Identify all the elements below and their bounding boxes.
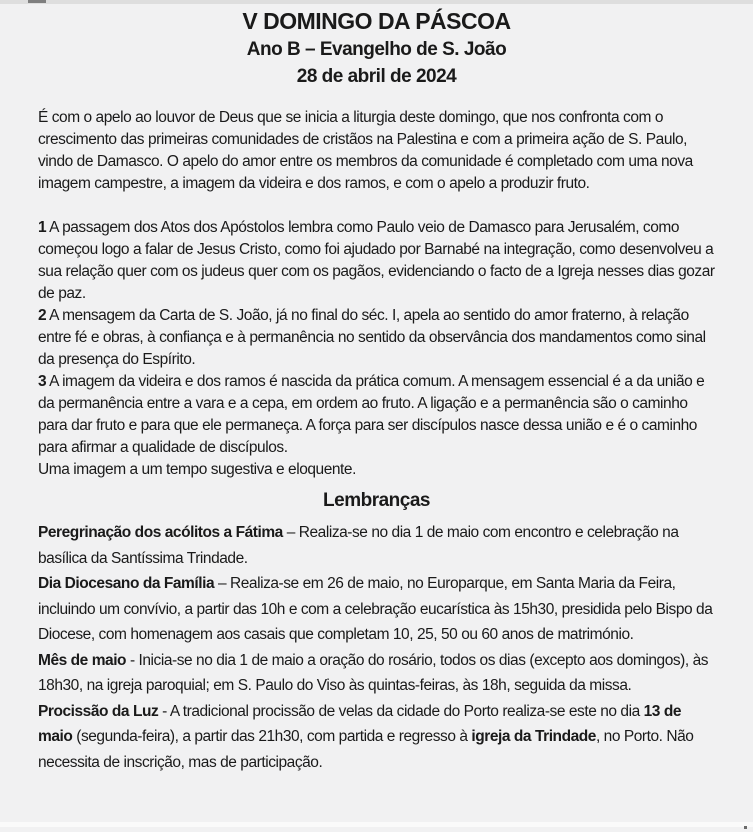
- top-edge-strip: [0, 0, 753, 4]
- lembrancas-entry-dia-diocesano: Dia Diocesano da Família – Realiza-se em 26 de maio, no Europarque, em Santa Maria da Feira, incluindo um convívio, a partir das 10h e com a celebração eucarística às 15h30, presidida pelo Bispo da Diocese, com homenagem aos casais que completam 10, 25, 50 ou 60 anos de matrimónio.: [38, 575, 713, 643]
- document-title: V DOMINGO DA PÁSCOA: [242, 8, 511, 34]
- document-header: [0, 0, 753, 90]
- lembrancas-heading: Lembranças: [323, 490, 430, 511]
- bottom-edge-strip: [0, 822, 753, 827]
- commentary-item-2: 2 A mensagem da Carta de S. João, já no final do séc. I, apela ao sentido do amor fraterno, à relação entre fé e obras, à confiança e à permanência no sentido da observância dos mandamentos como sinal da presença do Espírito.: [38, 307, 706, 368]
- document-subtitle: Ano B – Evangelho de S. João: [246, 39, 507, 60]
- document-body: [0, 107, 753, 775]
- document-date: 28 de abril de 2024: [296, 66, 457, 87]
- lembrancas-entry-procissao-da-luz: Procissão da Luz - A tradicional procissão de velas da cidade do Porto realiza-se este no dia 13 de maio (segunda-feira), a partir das 21h30, com partida e regresso à igreja da Trindade, no Porto. Não necessita de inscrição, mas de participação.: [38, 702, 694, 771]
- top-edge-marker: [28, 0, 46, 3]
- commentary-closing: Uma imagem a um tempo sugestiva e eloquente.: [38, 461, 356, 478]
- commentary-item-3: 3 A imagem da videira e dos ramos é nascida da prática comum. A mensagem essencial é a da união e da permanência entre a vara e a cepa, em ordem ao fruto. A ligação e a permanência são o caminho para dar fruto e para que ele permaneça. A força para ser discípulos nasce dessa união e é o caminho para afirmar a qualidade de discípulos.: [38, 373, 705, 456]
- lembrancas-entry-peregrinacao: Peregrinação dos acólitos a Fátima – Realiza-se no dia 1 de maio com encontro e celebração na basílica da Santíssima Trindade.: [38, 524, 679, 567]
- lembrancas-entry-mes-de-maio: Mês de maio - Inicia-se no dia 1 de maio a oração do rosário, todos os dias (excepto aos domingos), às 18h30, na igreja paroquial; em S. Paulo do Viso às quintas-feiras, às 18h, seguida da missa.: [38, 651, 709, 694]
- commentary-item-1: 1 A passagem dos Atos dos Apóstolos lembra como Paulo veio de Damasco para Jerusalém, como começou logo a falar de Jesus Cristo, como foi ajudado por Barnabé na integração, como desenvolveu a sua relação quer com os judeus quer com os pagãos, evidenciando o facto de a Igreja nesses dias gozar de paz.: [38, 219, 715, 302]
- bottom-right-speck: [744, 826, 747, 829]
- intro-paragraph: É com o apelo ao louvor de Deus que se inicia a liturgia deste domingo, que nos confronta com o crescimento das primeiras comunidades de cristãos na Palestina e com a primeira ação de S. Paulo, vindo de Damasco. O apelo do amor entre os membros da comunidade é completado com uma nova imagem campestre, a imagem da videira e dos ramos, e com o apelo a produzir fruto.: [38, 109, 693, 192]
